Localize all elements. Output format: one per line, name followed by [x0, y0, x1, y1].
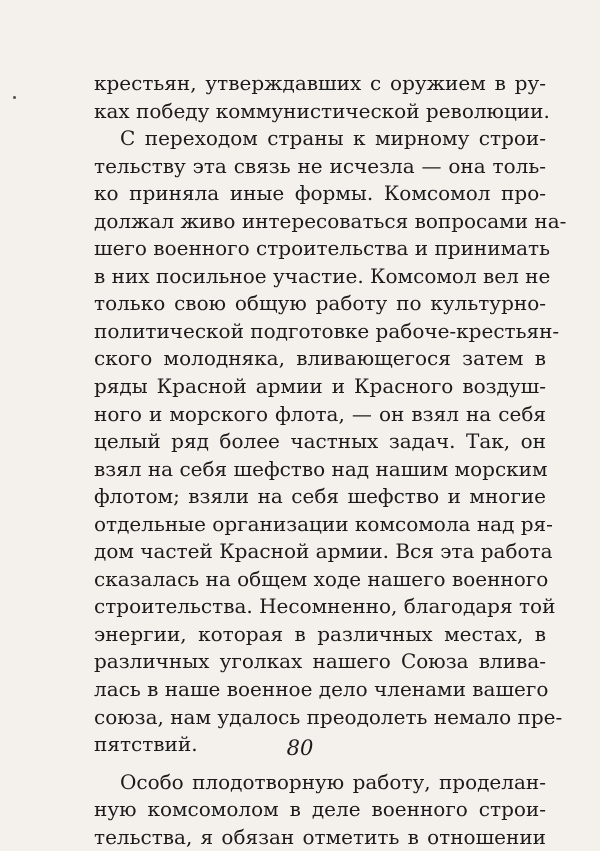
text-line: целый ряд более частных задач. Так, он — [94, 429, 546, 454]
text-line: шего военного строительства и принимать — [94, 236, 551, 261]
paragraph-gap — [94, 759, 546, 769]
text-line: в них посильное участие. Комсомол вел не — [94, 263, 551, 288]
text-line: союза, нам удалось преодолеть немало пре- — [94, 704, 563, 729]
text-line: пятствий. — [94, 732, 198, 757]
text-line: крестьян, утверждавших с оружием в ру- — [94, 71, 546, 95]
text-line: политической подготовке рабоче-крестьян- — [94, 318, 560, 343]
text-line: С переходом страны к мирному строи- — [120, 126, 546, 151]
text-line: сказалась на общем ходе нашего военного — [94, 566, 549, 591]
text-line: ках победу коммунистической революции. — [94, 98, 550, 123]
text-line: ко приняла иные формы. Комсомол про- — [94, 181, 546, 206]
paragraph — [94, 769, 546, 851]
paragraph — [94, 70, 550, 125]
text-line: отдельные организации комсомола над ря- — [94, 511, 553, 536]
text-line: энергии, которая в различных местах, в — [94, 621, 546, 646]
text-line: тельству эта связь не исчезла — она толь- — [94, 153, 546, 178]
body-text — [94, 70, 567, 851]
text-line: ряды Красной армии и Красного воздуш- — [94, 374, 546, 399]
page-number: 80 — [286, 736, 314, 760]
text-line: ского молодняка, вливающегося затем в — [94, 346, 546, 371]
text-line: флотом; взяли на себя шефство и многие — [94, 484, 546, 509]
text-line: взял на себя шефство над нашим морским — [94, 456, 548, 481]
text-line: дом частей Красной армии. Вся эта работа — [94, 539, 553, 564]
text-line: ного и морского флота, — он взял на себя — [94, 401, 546, 426]
print-speck — [13, 96, 16, 99]
text-line: только свою общую работу по культурно- — [94, 291, 546, 316]
text-line: различных уголках нашего Союза влива- — [94, 649, 546, 674]
text-line: тельства, я обязан отметить в отношении — [94, 824, 546, 849]
text-line: лась в наше военное дело членами вашего — [94, 677, 549, 702]
paragraph — [94, 125, 567, 759]
text-line: строительства. Несомненно, благодаря той — [94, 594, 556, 619]
text-line: ную комсомолом в деле военного строи- — [94, 797, 546, 822]
text-line: должал живо интересоваться вопросами на- — [94, 208, 567, 233]
text-line: Особо плодотворную работу, проделан- — [120, 769, 546, 794]
